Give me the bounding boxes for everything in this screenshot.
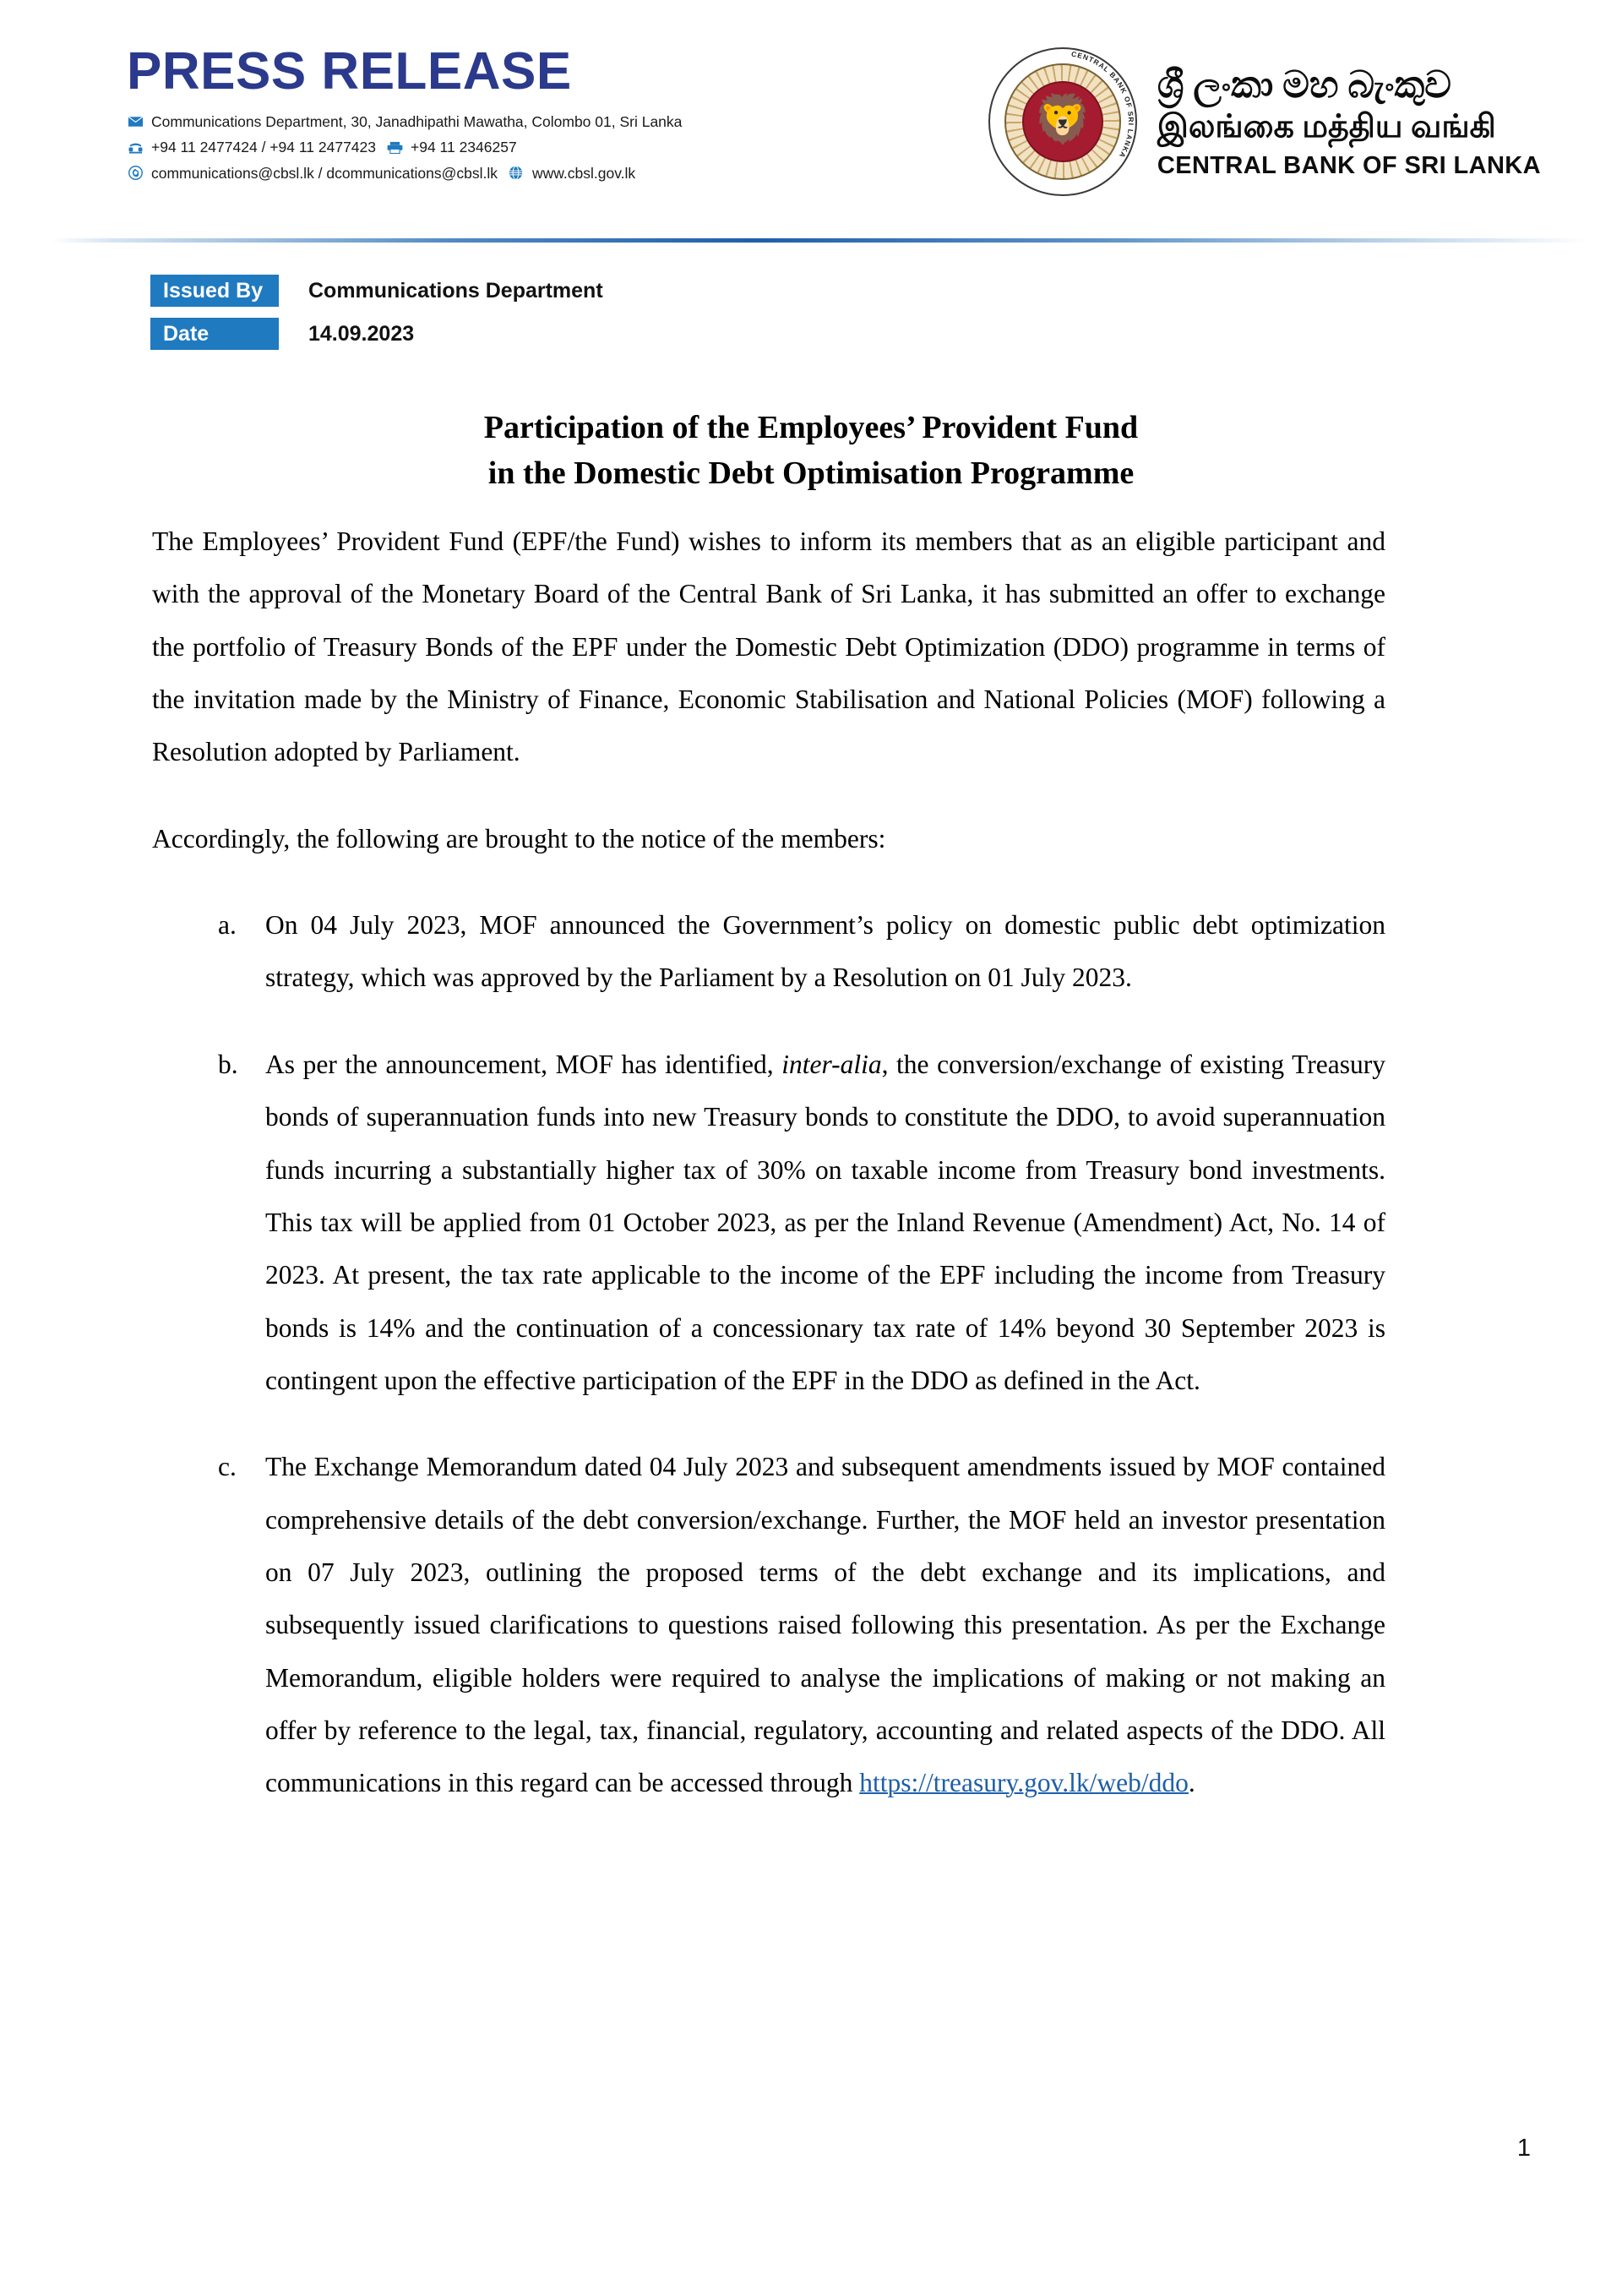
lion-emblem-icon: 🦁	[1033, 94, 1092, 146]
list-item-text	[265, 1452, 1385, 1797]
page-title-line-2: in the Domestic Debt Optimisation Programme	[487, 455, 1135, 491]
list-item-marker: c.	[218, 1452, 237, 1482]
envelope-icon	[127, 115, 144, 129]
issued-by-badge: Issued By	[150, 275, 279, 307]
contact-address-text: Communications Department, 30, Janadhipathi Mawatha, Colombo 01, Sri Lanka	[151, 113, 683, 130]
bank-logo-block	[988, 29, 1541, 196]
contact-email-text: communications@cbsl.lk / dcommunications@cbsl.lk	[151, 164, 498, 182]
list-item-marker: a.	[218, 910, 237, 941]
at-sign-icon	[127, 166, 144, 180]
list-item-text-before-link: The Exchange Memorandum dated 04 July 2023 and subsequent amendments issued by MOF contained comprehensive details of the debt conversion/exchange. Further, the MOF held an investor presentation on 07 July 2023, outlining the proposed terms of the debt exchange and its implications, and subsequently issued clarifications to questions raised following this presentation. As per the Exchange Memorandum, eligible holders were required to analyse the implications of making or not making an offer by reference to the legal, tax, financial, regulatory, accounting and related aspects of the DDO. All communications in this regard can be accessed through	[265, 1452, 1385, 1798]
list-item	[218, 1441, 1385, 1810]
contact-details	[127, 110, 682, 185]
list-item-text	[265, 1050, 1385, 1395]
contact-phone-row	[127, 135, 682, 159]
page-title-line-1: Participation of the Employees’ Provident Fund	[483, 410, 1139, 445]
contact-fax-text: +94 11 2346257	[411, 139, 517, 156]
contact-email-row	[127, 161, 682, 185]
bank-name-sinhala: ශ්‍රී ලංකා මහ බැංකුව	[1157, 63, 1451, 106]
list-item-text-before-italic: As per the announcement, MOF has identified,	[265, 1049, 782, 1079]
issued-by-value: Communications Department	[308, 278, 603, 303]
telephone-icon	[127, 140, 144, 155]
list-item-marker: b.	[218, 1049, 238, 1079]
page-title	[253, 406, 1369, 497]
contact-phone-text: +94 11 2477424 / +94 11 2477423	[151, 139, 376, 156]
bank-name-block	[1157, 64, 1541, 179]
bank-name-tamil: இலங்கை மத்திய வங்கி	[1157, 109, 1496, 145]
date-value: 14.09.2023	[308, 321, 415, 346]
document-body	[152, 497, 1385, 1810]
press-release-title: PRESS RELEASE	[127, 42, 572, 101]
date-row	[150, 318, 1622, 350]
fax-icon	[386, 140, 403, 155]
list-item	[218, 899, 1385, 1005]
document-meta	[150, 275, 1622, 350]
svg-text:CENTRAL BANK OF SRI LANKA	[1070, 50, 1135, 161]
seal-ring-text-path: CENTRAL BANK OF SRI LANKA	[1070, 49, 1135, 161]
list-item-text-after-italic: , the conversion/exchange of existing Treasury bonds of superannuation funds into new Treasury bonds to constitute the DDO, to avoid superannuation funds incurring a substantially higher tax of 30% on taxable income from Treasury bond investments. This tax will be applied from 01 October 2023, as per the Inland Revenue (Amendment) Act, No. 14 of 2023. At present, the tax rate applicable to the income of the EPF including the income from Treasury bonds is 14% and the continuation of a concessionary tax rate of 14% beyond 30 September 2023 is contingent upon the effective participation of the EPF in the DDO as defined in the Act.	[265, 1049, 1385, 1395]
contact-website-text: www.cbsl.gov.lk	[531, 164, 636, 182]
globe-icon	[508, 166, 525, 180]
header-left-block	[127, 29, 682, 187]
lead-in-paragraph: Accordingly, the following are brought to the notice of the members:	[152, 823, 886, 854]
ddo-treasury-link[interactable]: https://treasury.gov.lk/web/ddo	[859, 1768, 1189, 1798]
intro-paragraph: The Employees’ Provident Fund (EPF/the Fund) wishes to inform its members that as an eligible participant and with the approval of the Monetary Board of the Central Bank of Sri Lanka, it has submitted an offer to exchange the portfolio of Treasury Bonds of the EPF under the Domestic Debt Optimization (DDO) programme in terms of the invitation made by the Ministry of Finance, Economic Stabilisation and National Policies (MOF) following a Resolution adopted by Parliament.	[152, 526, 1385, 767]
list-item-italic-phrase: inter-alia	[781, 1049, 882, 1079]
list-item	[218, 1039, 1385, 1408]
header-divider	[51, 238, 1588, 243]
contact-address-row	[127, 110, 682, 134]
date-badge: Date	[150, 318, 279, 350]
notice-list	[152, 899, 1385, 1810]
list-item-text-after-link: .	[1188, 1768, 1195, 1798]
central-bank-sri-lanka-seal-icon	[988, 47, 1137, 196]
issued-by-row	[150, 275, 1622, 307]
bank-name-english: CENTRAL BANK OF SRI LANKA	[1157, 151, 1541, 179]
seal-ring-text	[988, 47, 1137, 196]
page-header	[0, 0, 1622, 221]
list-item-text: On 04 July 2023, MOF announced the Government’s policy on domestic public debt optimization strategy, which was approved by the Parliament by a Resolution on 01 July 2023.	[265, 910, 1385, 993]
page-number: 1	[1516, 2135, 1531, 2162]
